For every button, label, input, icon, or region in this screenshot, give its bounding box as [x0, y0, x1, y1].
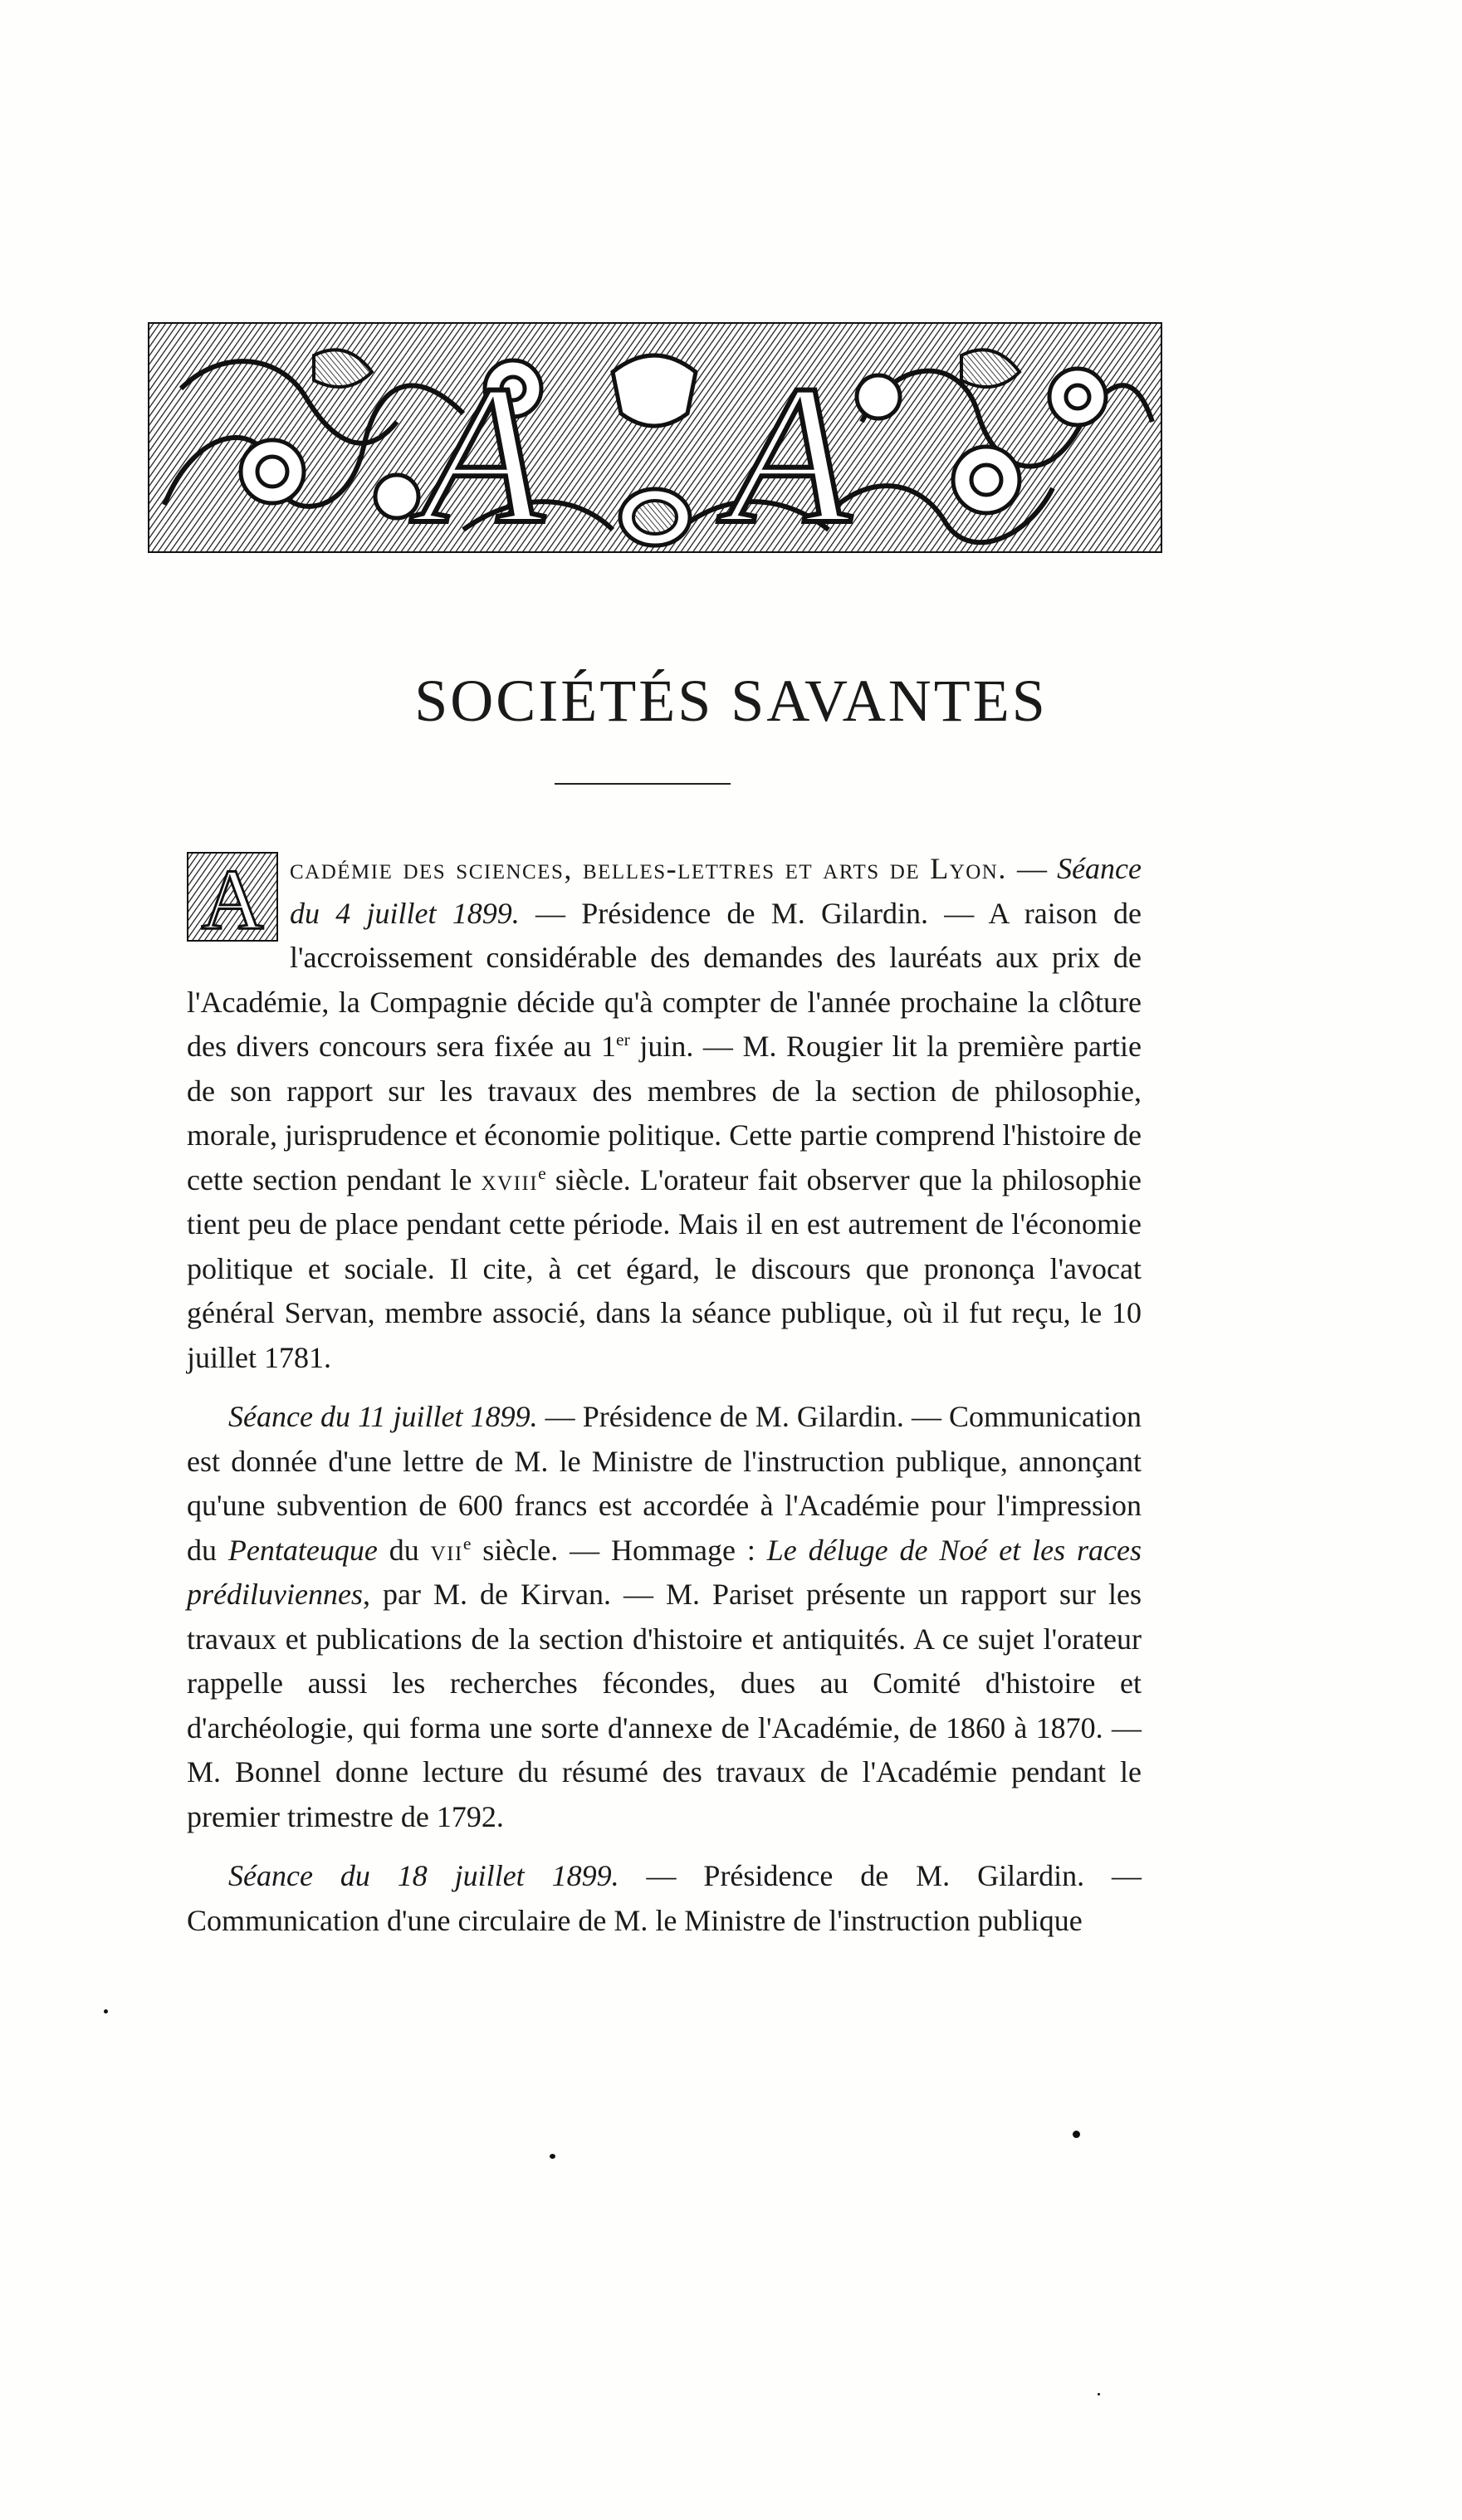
page-title: SOCIÉTÉS SAVANTES — [414, 668, 1048, 734]
headpiece-engraving — [148, 322, 1162, 553]
paragraph-seance-4-juillet — [187, 847, 1142, 1380]
century-numeral: vii — [430, 1533, 463, 1567]
seance-date: Séance du 11 juillet 1899. — [228, 1400, 538, 1433]
seance-date: Séance du 4 juillet 1899. — [290, 852, 1142, 930]
article-body — [187, 847, 1142, 1958]
superscript: e — [538, 1162, 546, 1183]
ink-speck — [1073, 2131, 1080, 2138]
paragraph-text: siècle. L'orateur fait observer que la philosophie tient peu de place pendant cette période. Mais il en est autrement de l'économie politique et sociale. Il cite, à cet égard, le discours que prononça l'avocat général Servan, membre associé, dans la séance publique, où il fut reçu, le 10 juillet 1781. — [187, 1162, 1142, 1374]
paragraph-seance-18-juillet — [187, 1854, 1142, 1943]
superscript: e — [462, 1533, 472, 1554]
dropcap-ornament — [187, 852, 278, 942]
ink-speck — [104, 2009, 108, 2014]
paragraph-text: 1 — [601, 1030, 617, 1063]
society-heading: cadémie des sciences, belles-lettres et arts de Lyon. — — [290, 852, 1049, 885]
headpiece-letter-right: A — [729, 344, 851, 553]
headpiece-letter-left: A — [422, 344, 544, 553]
ink-speck — [550, 2154, 555, 2159]
title-rule — [555, 783, 731, 785]
paragraph-text: , par M. de Kirvan. — M. Pariset présente un rapport sur les travaux et publications de la section d'histoire et antiquités. A ce sujet l'orateur rappelle aussi les recherches fécondes, dues au Comité d'histoire et d'archéologie, qui forma une sorte d'annexe de l'Académie, de 1860 à 1870. — M. Bonnel donne lecture du résumé des travaux de l'Académie pendant le premier trimestre de 1792. — [187, 1578, 1142, 1833]
paragraph-text: — Présidence de M. Gilardin. — A raison de l'accroissement considérable des demandes des lauréats aux prix de l'Académie, la Compagnie décide qu'à compter de l'année prochaine la clôture des divers concours sera fixée au — [187, 896, 1142, 1063]
dropcap — [187, 852, 278, 942]
work-title: Pentateuque — [227, 1533, 378, 1567]
paragraph-text: — Présidence de M. Gilardin. — Communication d'une circulaire de M. le Ministre de l'instruction publique — [187, 1859, 1142, 1937]
seance-date: Séance du 18 juillet 1899. — [228, 1859, 619, 1892]
paragraph-text: juin. — M. Rougier lit la première partie de son rapport sur les travaux des membres de la section de philosophie, morale, jurisprudence et économie politique. Cette partie comprend l'histoire de cette section pendant le — [187, 1030, 1142, 1196]
ink-speck — [1098, 2393, 1100, 2395]
paragraph-text: du — [377, 1533, 431, 1567]
hommage-title: Le déluge de Noé et les races prédiluviennes — [187, 1533, 1142, 1611]
paragraph-seance-11-juillet — [187, 1395, 1142, 1839]
paragraph-text: — Présidence de M. Gilardin. — Communication est donnée d'une lettre de M. le Ministre de l'instruction publique, annonçant qu'une subvention de 600 francs est accordée à l'Académie pour l'impression du — [187, 1400, 1142, 1567]
paragraph-text: siècle. — Hommage : — [471, 1533, 767, 1567]
superscript: er — [616, 1030, 630, 1050]
dropcap-letter: A — [201, 852, 264, 942]
century-numeral: xviii — [481, 1162, 539, 1196]
ornamental-headpiece — [148, 322, 1162, 553]
